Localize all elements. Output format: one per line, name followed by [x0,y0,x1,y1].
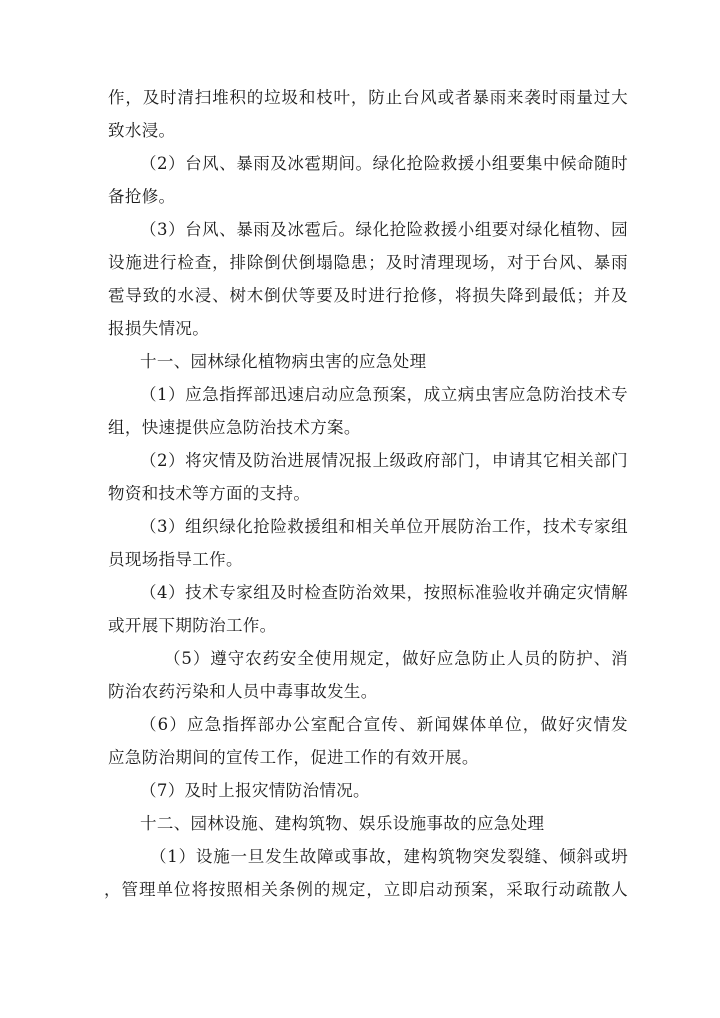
text-line: 防治农药污染和人员中毒事故发生。 [108,682,378,701]
paragraph-line: （6）应急指挥部办公室配合宣传、新闻媒体单位，做好灾情发 [140,715,628,734]
section-heading-12: 十二、园林设施、建构筑物、娱乐设施事故的应急处理 [140,814,545,833]
section-heading-11: 十一、园林绿化植物病虫害的应急处理 [140,352,427,371]
text-line: 员现场指导工作。 [108,550,243,569]
text-line: 或开展下期防治工作。 [108,616,277,635]
paragraph-line: （1）应急指挥部迅速启动应急预案，成立病虫害应急防治技术专 [140,385,628,404]
text-line: ，管理单位将按照相关条例的规定，立即启动预案，采取行动疏散人 [104,880,628,899]
paragraph-line: （1）设施一旦发生故障或事故，建构筑物突发裂缝、倾斜或坍 [150,847,628,866]
paragraph-line: （4）技术专家组及时检查防治效果，按照标准验收并确定灾情解 [140,583,628,602]
paragraph-line: （2）台风、暴雨及冰雹期间。绿化抢险救援小组要集中候命随时 [140,154,628,173]
paragraph-line: （7）及时上报灾情防治情况。 [140,781,370,800]
paragraph-line: （2）将灾情及防治进展情况报上级政府部门，申请其它相关部门 [140,451,628,470]
paragraph-line: （3）组织绿化抢险救援组和相关单位开展防治工作，技术专家组 [140,517,628,536]
text-line: 备抢修。 [108,187,176,206]
text-line: 设施进行检查，排除倒伏倒塌隐患；及时清理现场，对于台风、暴雨 [108,253,628,272]
text-line: 应急防治期间的宣传工作，促进工作的有效开展。 [108,748,479,767]
text-line: 物资和技术等方面的支持。 [108,484,311,503]
paragraph-line: （3）台风、暴雨及冰雹后。绿化抢险救援小组要对绿化植物、园 [140,220,628,239]
paragraph-line: （5）遵守农药安全使用规定，做好应急防止人员的防护、消 [164,649,628,668]
text-line: 组，快速提供应急防治技术方案。 [108,418,361,437]
text-line: 致水浸。 [108,121,176,140]
text-line: 报损失情况。 [108,319,210,338]
text-line: 雹导致的水浸、树木倒伏等要及时进行抢修，将损失降到最低；并及 [108,286,628,305]
text-line: 作，及时清扫堆积的垃圾和枝叶，防止台风或者暴雨来袭时雨量过大 [108,88,628,107]
